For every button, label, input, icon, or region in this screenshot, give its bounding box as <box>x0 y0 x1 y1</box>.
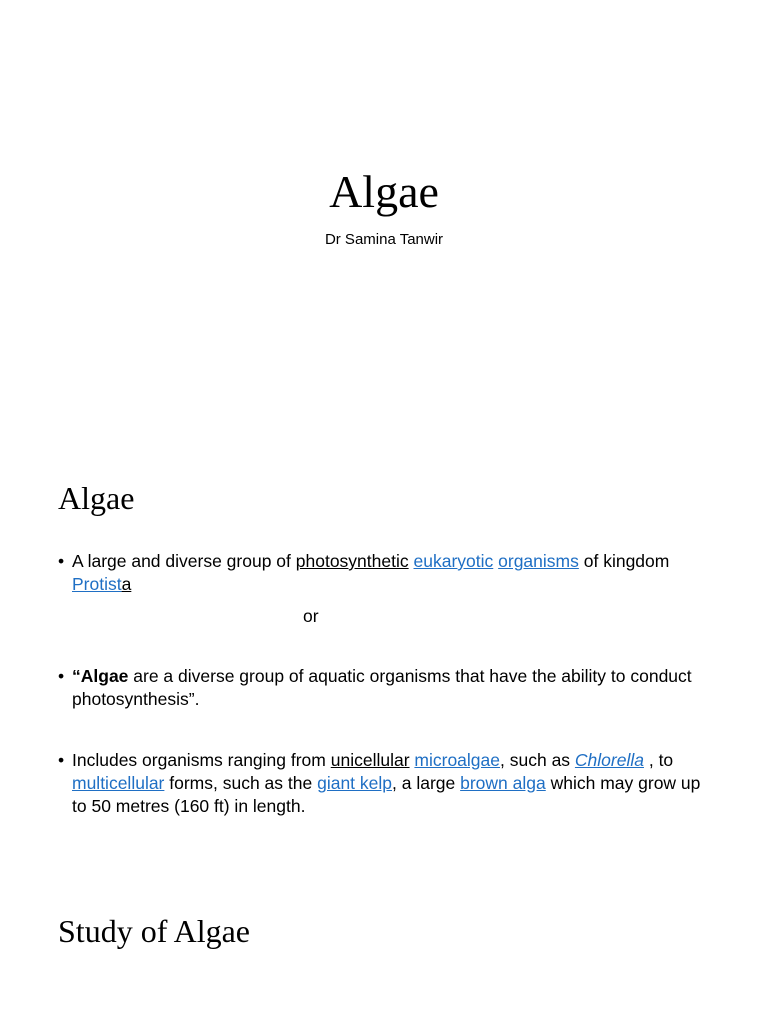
link-chlorella[interactable]: Chlorella <box>574 750 644 770</box>
bullet-text <box>58 749 708 818</box>
bullet-dot: • <box>58 666 65 686</box>
text-run: which may grow up to 50 metres (160 ft) in length. <box>72 773 701 816</box>
underlined-term: photosynthetic <box>295 551 409 571</box>
text-run: , a large <box>392 773 461 793</box>
slide-heading: Study of Algae <box>58 913 250 949</box>
bullet-text <box>58 550 708 596</box>
or-separator: or <box>303 606 319 626</box>
text-run: , to <box>643 750 674 770</box>
slide-title: Algae <box>329 166 439 217</box>
text-run: Includes organisms ranging from <box>72 750 331 770</box>
link-eukaryotic[interactable]: eukaryotic <box>413 551 494 571</box>
text-run: of kingdom <box>578 551 670 571</box>
slide-heading: Algae <box>58 480 135 516</box>
link-protista[interactable]: Protist <box>72 574 122 594</box>
definition-slide <box>0 430 768 870</box>
slide-subtitle: Dr Samina Tanwir <box>324 231 444 248</box>
bullet-item <box>58 749 708 818</box>
link-giant-kelp[interactable]: giant kelp <box>317 773 393 793</box>
bullet-dot: • <box>58 551 65 571</box>
title-slide <box>0 0 768 430</box>
bullet-text <box>58 665 708 711</box>
text-run: , such as <box>500 750 575 770</box>
link-multicellular[interactable]: multicellular <box>72 773 165 793</box>
underlined-suffix: a <box>121 574 132 594</box>
bullet-item <box>58 550 708 596</box>
link-microalgae[interactable]: microalgae <box>414 750 501 770</box>
bullet-dot: • <box>58 750 65 770</box>
bullet-item <box>58 665 708 711</box>
text-run: are a diverse group of aquatic organisms that have the ability to conduct photosynthesis”. <box>72 666 692 709</box>
text-run: A large and diverse group of <box>72 551 296 571</box>
text-run: forms, such as the <box>164 773 318 793</box>
study-slide <box>0 870 768 1024</box>
underlined-term: unicellular <box>330 750 410 770</box>
link-brown-alga[interactable]: brown alga <box>460 773 546 793</box>
link-organisms[interactable]: organisms <box>498 551 579 571</box>
bold-term: “Algae <box>72 666 129 686</box>
